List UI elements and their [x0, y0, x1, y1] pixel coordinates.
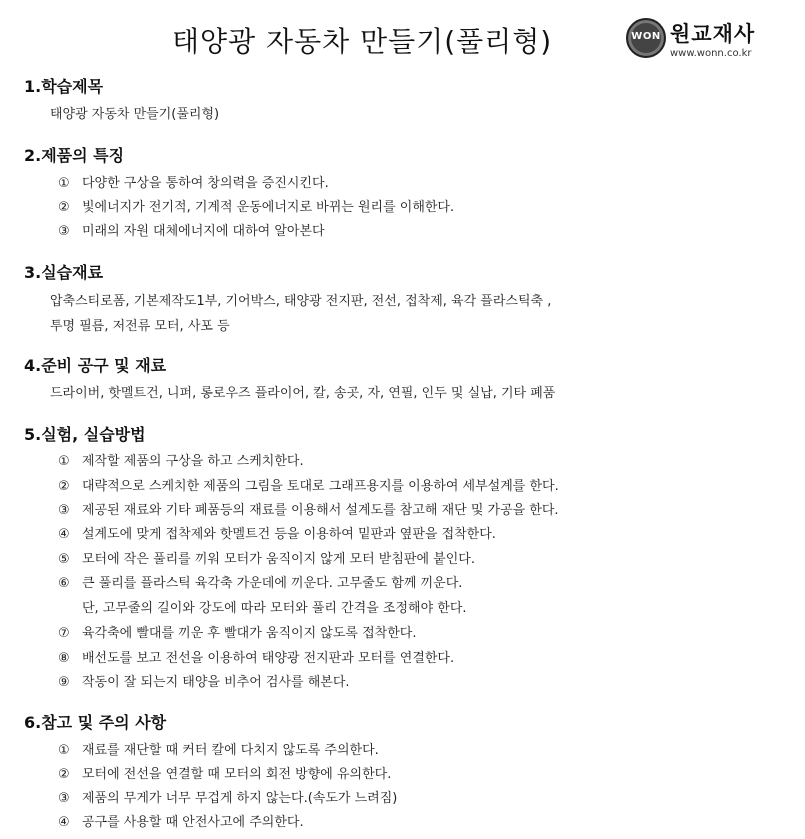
- item-number: ③: [58, 503, 70, 518]
- section-3-line: 투명 필름, 저전류 모터, 사포 등: [50, 319, 230, 334]
- brand-name: 원교재사: [670, 22, 756, 46]
- list-item: [58, 572, 462, 591]
- item-number: ⑥: [58, 576, 70, 591]
- item-number: ①: [58, 454, 70, 469]
- item-text: 빛에너지가 전기적, 기계적 운동에너지로 바뀌는 원리를 이해한다.: [82, 200, 455, 215]
- item-number: ④: [58, 815, 70, 830]
- item-number: ④: [58, 527, 70, 542]
- item-number: ⑤: [58, 552, 70, 567]
- list-item: [58, 196, 454, 215]
- item-text: 대략적으로 스케치한 제품의 그림을 토대로 그래프용지를 이용하여 세부설계를 한다.: [82, 479, 559, 494]
- list-item: [58, 523, 496, 542]
- list-item: [58, 597, 467, 616]
- list-item: [58, 763, 391, 782]
- item-text: 미래의 자원 대체에너지에 대하여 알아본다: [82, 224, 325, 239]
- item-number: ⑨: [58, 675, 70, 690]
- item-number: ①: [58, 743, 70, 758]
- section-heading-2: 2.제품의 특징: [24, 146, 125, 165]
- list-item: [58, 647, 454, 666]
- list-item: [58, 450, 304, 469]
- item-text: 모터에 전선을 연결할 때 모터의 회전 방향에 유의한다.: [82, 767, 392, 782]
- section-heading-3: 3.실습재료: [24, 263, 104, 282]
- section-3-line: 압축스티로폼, 기본제작도1부, 기어박스, 태양광 전지판, 전선, 접착제, 육각 플라스틱축 ,: [50, 294, 552, 309]
- item-text: 육각축에 빨대를 끼운 후 빨대가 움직이지 않도록 접착한다.: [82, 626, 417, 641]
- list-item: [58, 787, 397, 806]
- list-item: [58, 548, 475, 567]
- section-heading-4: 4.준비 공구 및 재료: [24, 356, 167, 375]
- item-text: 제작할 제품의 구상을 하고 스케치한다.: [82, 454, 304, 469]
- item-text: 제품의 무게가 너무 무겁게 하지 않는다.(속도가 느려짐): [82, 791, 398, 806]
- item-text: 공구를 사용할 때 안전사고에 주의한다.: [82, 815, 304, 830]
- item-number: ②: [58, 200, 70, 215]
- section-heading-1: 1.학습제목: [24, 77, 104, 96]
- logo-mark: WON: [631, 31, 661, 42]
- page-title: 태양광 자동차 만들기(풀리형): [172, 25, 553, 58]
- item-text: 제공된 재료와 기타 폐품등의 재료를 이용해서 설계도를 참고해 재단 및 가공을 한다.: [82, 503, 559, 518]
- brand-logo: [626, 18, 786, 62]
- item-text: 배선도를 보고 전선을 이용하여 태양광 전지판과 모터를 연결한다.: [82, 651, 455, 666]
- section-heading-5: 5.실험, 실습방법: [24, 425, 146, 444]
- item-text: 모터에 작은 풀리를 끼워 모터가 움직이지 않게 모터 받침판에 붙인다.: [82, 552, 475, 567]
- won-emblem-icon: [626, 18, 666, 58]
- item-text: 단, 고무줄의 길이와 강도에 따라 모터와 풀리 간격을 조정해야 한다.: [82, 601, 467, 616]
- item-text: 설계도에 맞게 접착제와 핫멜트건 등을 이용하여 밑판과 옆판을 접착한다.: [82, 527, 496, 542]
- list-item: [58, 739, 379, 758]
- item-text: 큰 풀리를 플라스틱 육각축 가운데에 끼운다. 고무줄도 함께 끼운다.: [82, 576, 463, 591]
- item-text: 작동이 잘 되는지 태양을 비추어 검사를 해본다.: [82, 675, 350, 690]
- list-item: [58, 622, 416, 641]
- section-4-line: 드라이버, 핫멜트건, 니퍼, 롱로우즈 플라이어, 칼, 송곳, 자, 연필, 인두 및 실납, 기타 폐품: [50, 386, 556, 401]
- list-item: [58, 671, 350, 690]
- item-number: ⑧: [58, 651, 70, 666]
- item-number: ②: [58, 767, 70, 782]
- item-number: ②: [58, 479, 70, 494]
- item-text: 다양한 구상을 통하여 창의력을 증진시킨다.: [82, 176, 329, 191]
- item-number: ⑦: [58, 626, 70, 641]
- section-1-line: 태양광 자동차 만들기(풀리형): [50, 107, 220, 122]
- list-item: [58, 172, 329, 191]
- list-item: [58, 811, 304, 830]
- list-item: [58, 220, 325, 239]
- item-number: ①: [58, 176, 70, 191]
- brand-url: www.wonn.co.kr: [670, 48, 752, 59]
- list-item: [58, 475, 559, 494]
- list-item: [58, 499, 559, 518]
- section-heading-6: 6.참고 및 주의 사항: [24, 713, 167, 732]
- item-number: ③: [58, 791, 70, 806]
- item-text: 재료를 재단할 때 커터 칼에 다치지 않도록 주의한다.: [82, 743, 379, 758]
- item-number: ③: [58, 224, 70, 239]
